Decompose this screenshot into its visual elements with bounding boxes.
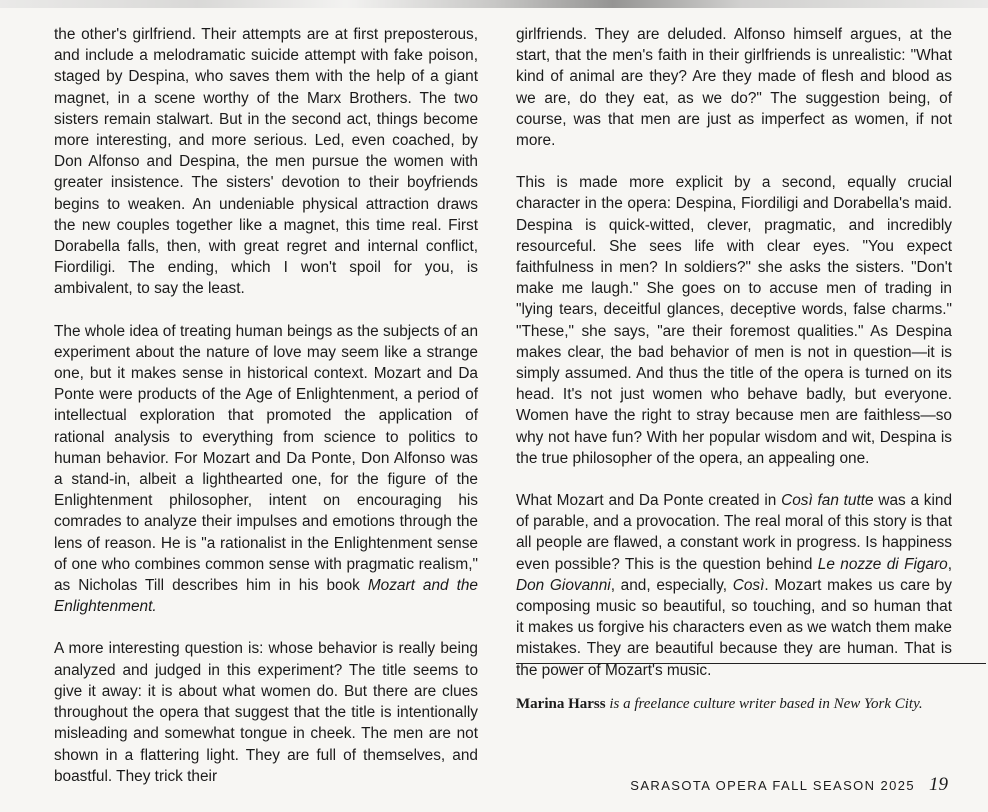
author-name: Marina Harss [516, 696, 606, 712]
article-left-column [54, 24, 478, 787]
left-paragraph-2-text: The whole idea of treating human beings as the subjects of an experiment about the nature of love may seem like a strange one, but it makes sense in historical context. Mozart and Da Ponte were products of the Age of Enlightenment, a period of intellectual exploration that promoted the application of rational analysis to everything from science to politics to human behavior. For Mozart and Da Ponte, Don Alfonso was a stand-in, albeit a lighthearted one, for the figure of the Enlightenment philosopher, intent on encouraging his comrades to analyze their impulses and emotions through the lens of reason. He is "a rationalist in the Enlightenment sense of one who combines common sense with pragmatic realism," as Nicholas Till describes him in his book [54, 322, 478, 595]
page-number: 19 [929, 774, 948, 795]
p3-text-d: , and, especially, [610, 576, 733, 594]
p3-text-e: . Mozart makes us care by composing music so beautiful, so touching, and so human that it makes us forgive his characters even as we watch them make mistakes. They are beautiful because they are human. That is the power of Mozart's music. [516, 576, 952, 679]
publication-name: SARASOTA OPERA FALL SEASON 2025 [630, 778, 915, 793]
right-paragraph-2: This is made more explicit by a second, equally crucial character in the opera: Despina, Fiordiligi and Dorabella's maid. Despina is quick-witted, clever, pragmatic, and incredibly resourceful. She sees life with clear eyes. "You expect faithfulness in men? In soldiers?" she asks the sisters. "Don't make me laugh." She goes on to accuse men of trading in "lying tears, deceitful glances, deceptive words, false charms." "These," she says, "are their foremost qualities." As Despina makes clear, the bad behavior of men is not in question—it is simply assumed. And thus the title of the opera is turned on its head. It's not just women who behave badly, but everyone. Women have the right to stray because men are faithless—so why not have fun? With her popular wisdom and wit, Despina is the true philosopher of the opera, an appealing one. [516, 174, 952, 467]
left-paragraph-3: A more interesting question is: whose behavior is really being analyzed and judged in this experiment? The title seems to give it away: it is about what women do. But there are clues throughout the opera that suggest that the title is intentionally misleading and somewhat tongue in cheek. The men are not shown in a flattering light. They are full of themselves, and boastful. They trick their [54, 640, 478, 785]
left-paragraph-2 [54, 321, 478, 618]
p3-text-c: , [947, 555, 952, 573]
title-le-nozze-di-figaro: Le nozze di Figaro [817, 555, 948, 573]
title-don-giovanni: Don Giovanni [516, 576, 611, 594]
title-cosi-fan-tutte: Così fan tutte [781, 492, 874, 510]
p3-text-b: was a kind of parable, and a provocation. The real moral of this story is that all people are flawed, a constant work in progress. Is happiness even possible? This is the question behind [516, 492, 953, 573]
scan-top-edge [0, 0, 988, 8]
right-paragraph-3 [516, 490, 952, 681]
article-right-column [516, 24, 952, 681]
right-paragraph-1: girlfriends. They are deluded. Alfonso himself argues, at the start, that the men's faith in their girlfriends is unrealistic: "What kind of animal are they? Are they made of flesh and blood as we are, do they eat, as we do?" The suggestion being, of course, was that men are just as imperfect as women, if not more. [516, 26, 952, 150]
bio-divider [516, 663, 986, 664]
author-bio [516, 694, 956, 714]
page-footer [630, 774, 948, 796]
left-paragraph-1: the other's girlfriend. Their attempts are at first preposterous, and include a melodramatic suicide attempt with fake poison, staged by Despina, who saves them with the help of a giant magnet, in a scene worthy of the Marx Brothers. The two sisters remain stalwart. But in the second act, things become more interesting, and more serious. Led, even coached, by Don Alfonso and Despina, the men pursue the women with greater insistence. The sisters' devotion to their boyfriends begins to weaken. An undeniable physical attraction draws the new couples together like a magnet, this time real. First Dorabella falls, then, with great regret and internal conflict, Fiordiligi. The ending, which I won't spoil for you, is ambivalent, to say the least. [54, 26, 478, 298]
author-description: is a freelance culture writer based in New York City. [605, 696, 923, 712]
title-cosi: Così [732, 576, 765, 594]
p3-text-a: What Mozart and Da Ponte created in [516, 492, 782, 510]
book-title-mozart-enlightenment: Mozart and the Enlightenment. [54, 577, 478, 616]
